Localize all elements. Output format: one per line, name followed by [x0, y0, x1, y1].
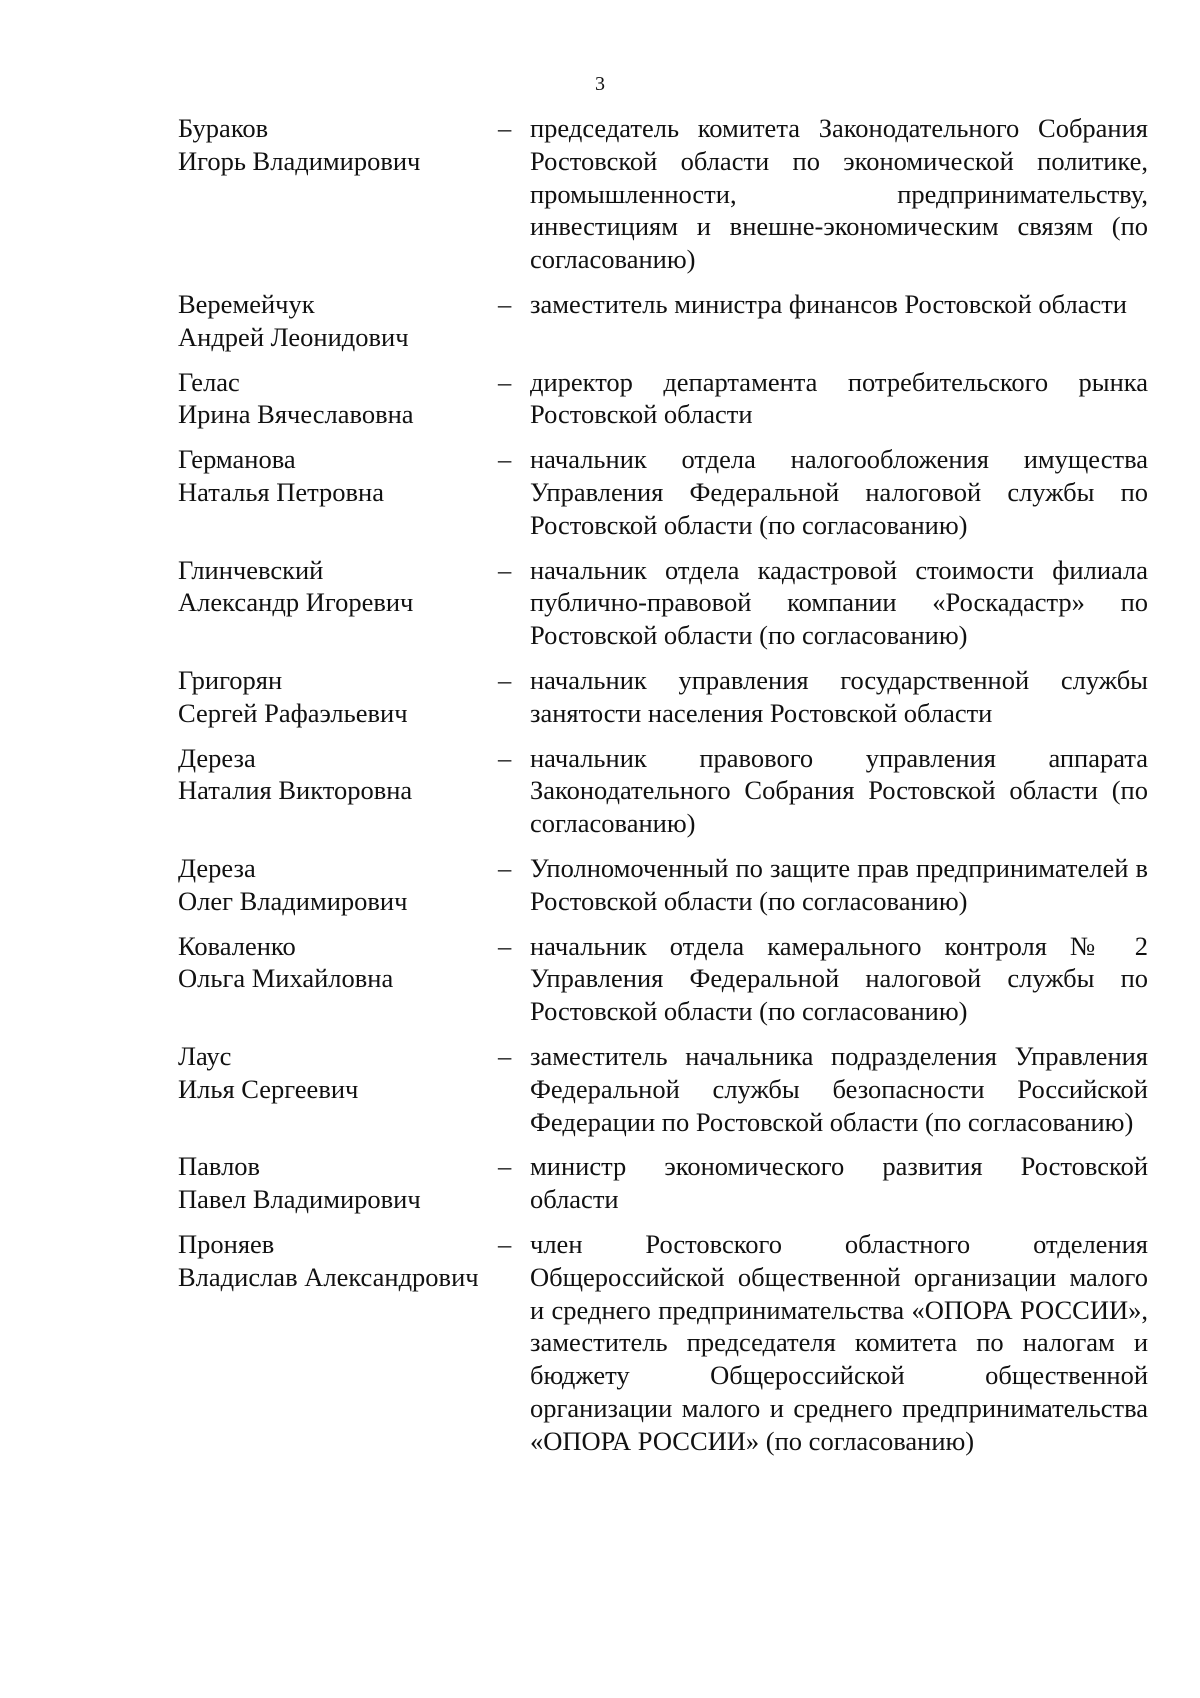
member-row [178, 366, 1148, 432]
member-given-names: Наталья Петровна [178, 476, 384, 507]
member-position: председатель комитета Законодательного Собрания Ростовской области по экономической политике, промышленности, предпринимательству, инвестициям и внешне-экономическим связям (по согласованию) [530, 113, 1148, 275]
member-surname: Гелас [178, 366, 240, 397]
member-row [178, 112, 1148, 276]
member-row [178, 1150, 1148, 1216]
member-position: директор департамента потребительского рынка Ростовской области [530, 366, 1148, 430]
member-name [178, 554, 498, 620]
member-given-names: Ирина Вячеславовна [178, 399, 414, 430]
member-position: министр экономического развития Ростовской области [530, 1151, 1148, 1215]
member-dash: – [498, 1040, 512, 1071]
member-position: начальник правового управления аппарата Законодательного Собрания Ростовской области (по согласованию) [530, 742, 1148, 839]
member-row [178, 852, 1148, 918]
member-surname: Павлов [178, 1151, 261, 1182]
member-name [178, 288, 498, 354]
member-name [178, 443, 498, 509]
member-given-names: Илья Сергеевич [178, 1073, 359, 1104]
member-name [178, 1150, 498, 1216]
member-name [178, 1228, 498, 1294]
member-list [178, 112, 1148, 1469]
member-row [178, 443, 1148, 541]
member-position: член Ростовского областного отделения Общероссийской общественной организации малого и среднего предпринимательства «ОПОРА РОССИИ», заместитель председателя комитета по налогам и бюджету Общероссийской общественной организации малого и среднего предпринимательства «ОПОРА РОССИИ» (по согласованию) [530, 1228, 1148, 1456]
member-row [178, 554, 1148, 652]
member-row [178, 1228, 1148, 1458]
member-name [178, 1040, 498, 1106]
member-surname: Коваленко [178, 930, 296, 961]
member-position: начальник отдела кадастровой стоимости филиала публично-правовой компании «Роскадастр» по Ростовской области (по согласованию) [530, 554, 1148, 651]
member-dash: – [498, 852, 512, 883]
member-given-names: Наталия Викторовна [178, 775, 413, 806]
member-name [178, 930, 498, 996]
member-name [178, 366, 498, 432]
member-surname: Глинчевский [178, 554, 324, 585]
member-dash: – [498, 444, 512, 475]
member-dash: – [498, 554, 512, 585]
member-position: Уполномоченный по защите прав предпринимателей в Ростовской области (по согласованию) [530, 852, 1148, 916]
member-row [178, 742, 1148, 840]
member-given-names: Олег Владимирович [178, 885, 408, 916]
member-dash: – [498, 1228, 512, 1259]
member-given-names: Александр Игоревич [178, 587, 414, 618]
member-position: заместитель начальника подразделения Управления Федеральной службы безопасности Российской Федерации по Ростовской области (по согласованию) [530, 1040, 1148, 1137]
member-given-names: Ольга Михайловна [178, 963, 394, 994]
member-dash: – [498, 664, 512, 695]
member-row [178, 930, 1148, 1028]
member-given-names: Владислав Александрович [178, 1261, 479, 1292]
member-position: заместитель министра финансов Ростовской области [530, 288, 1127, 319]
member-row [178, 288, 1148, 354]
member-surname: Григорян [178, 664, 283, 695]
member-row [178, 1040, 1148, 1138]
member-position: начальник отдела налогообложения имущества Управления Федеральной налоговой службы по Ростовской области (по согласованию) [530, 444, 1148, 540]
member-position: начальник отдела камерального контроля № 2 Управления Федеральной налоговой службы по Ростовской области (по согласованию) [530, 930, 1148, 1027]
member-given-names: Игорь Владимирович [178, 145, 421, 176]
member-surname: Веремейчук [178, 288, 315, 319]
member-row [178, 664, 1148, 730]
member-dash: – [498, 288, 512, 319]
member-surname: Лаус [178, 1040, 232, 1071]
member-position: начальник управления государственной службы занятости населения Ростовской области [530, 664, 1148, 728]
member-name [178, 664, 498, 730]
member-dash: – [498, 113, 512, 143]
member-dash: – [498, 930, 512, 961]
member-name [178, 852, 498, 918]
member-name [178, 742, 498, 808]
member-dash: – [498, 366, 512, 397]
page-number: 3 [595, 73, 605, 95]
member-dash: – [498, 1151, 512, 1182]
member-surname: Проняев [178, 1228, 275, 1259]
member-given-names: Сергей Рафаэльевич [178, 697, 408, 728]
member-given-names: Андрей Леонидович [178, 321, 409, 352]
member-given-names: Павел Владимирович [178, 1184, 421, 1215]
member-surname: Дереза [178, 852, 256, 883]
member-dash: – [498, 742, 512, 773]
member-surname: Бураков [178, 113, 269, 143]
member-surname: Дереза [178, 742, 256, 773]
member-surname: Германова [178, 444, 296, 475]
member-name [178, 112, 498, 178]
